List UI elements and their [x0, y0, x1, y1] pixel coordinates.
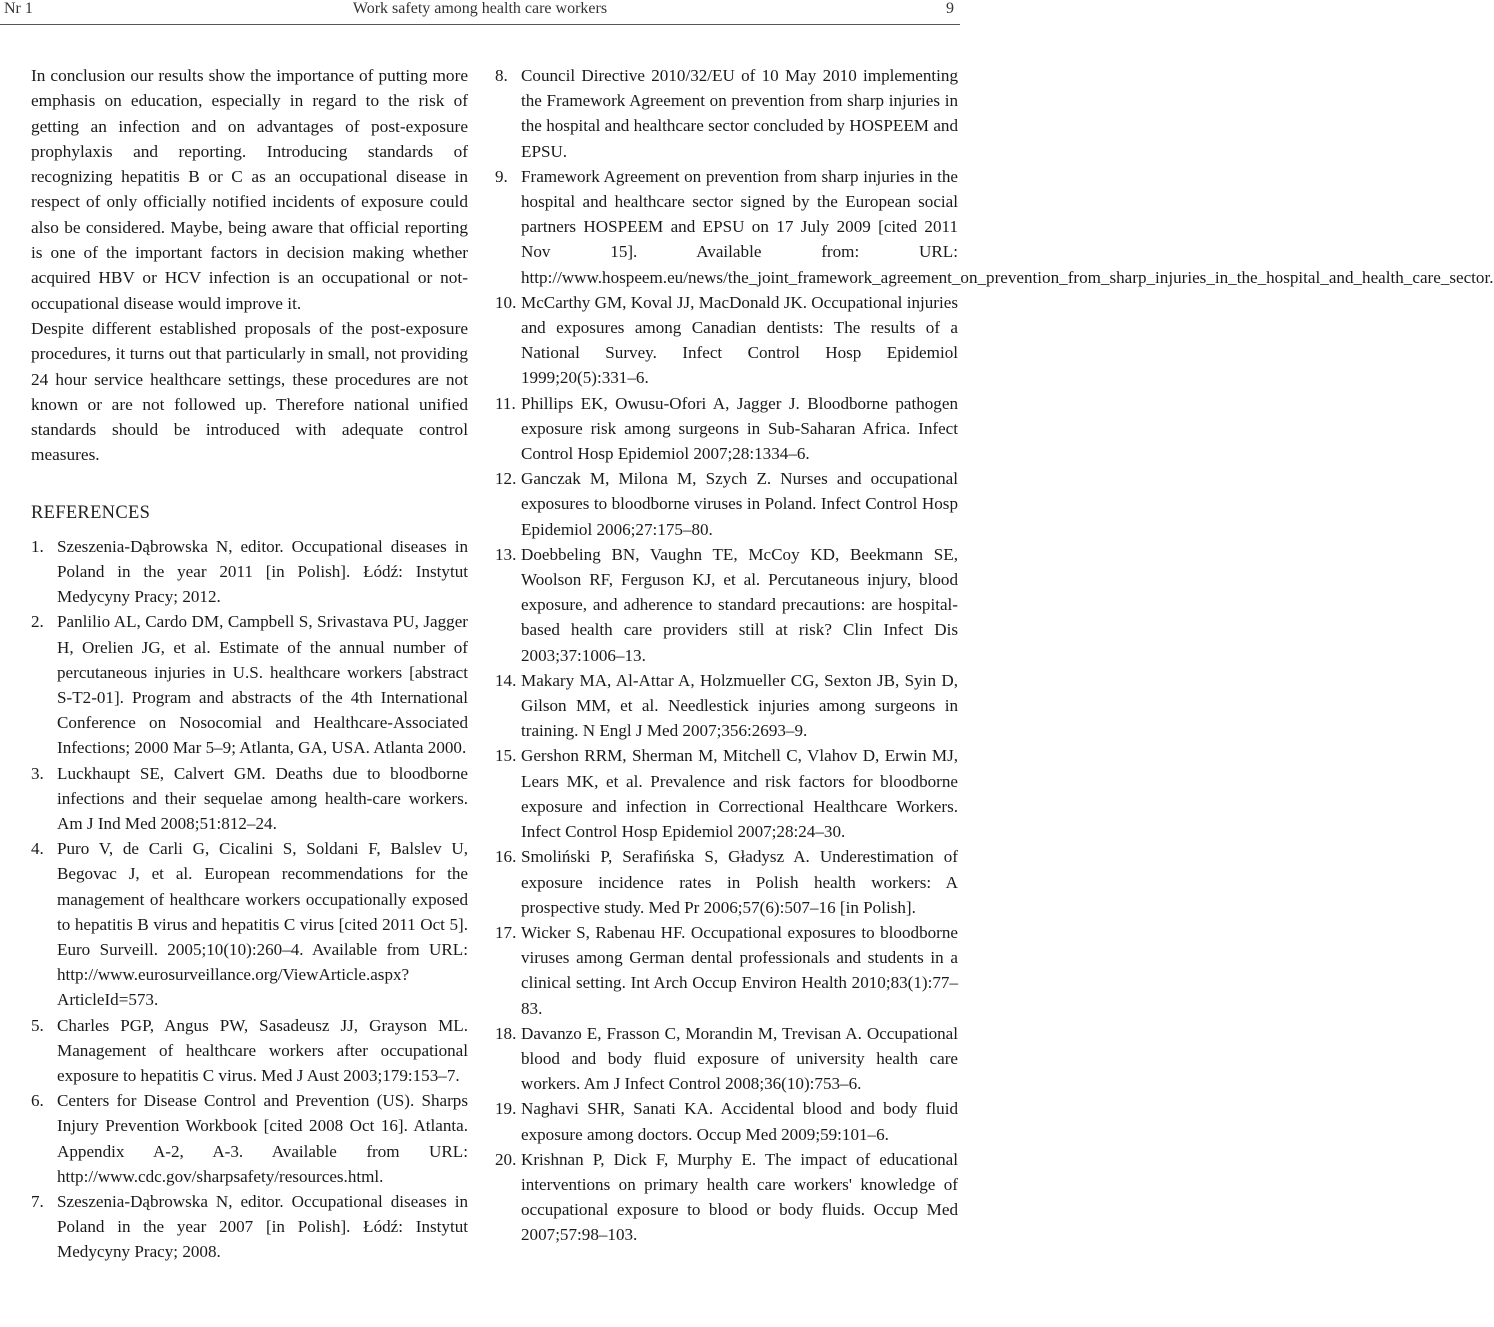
- reference-item: [495, 1096, 958, 1146]
- reference-number: 4.: [31, 839, 44, 859]
- reference-number: 14.: [495, 670, 517, 690]
- reference-number: 13.: [495, 544, 517, 564]
- reference-number: 1.: [31, 536, 44, 556]
- issue-number: Nr 1: [4, 0, 33, 17]
- reference-number: 17.: [495, 922, 517, 942]
- reference-text: Szeszenia-Dąbrowska N, editor. Occupational diseases in Poland in the year 2007 [in Polish]. Łódź: Instytut Medycyny Pracy; 2008.: [57, 1192, 468, 1262]
- reference-text: Wicker S, Rabenau HF. Occupational exposures to bloodborne viruses among German dental professionals and students in a clinical setting. Int Arch Occup Environ Health 2010;83(1):77–83.: [521, 922, 958, 1018]
- reference-list-left: [31, 534, 468, 1265]
- reference-item: [31, 836, 468, 1012]
- reference-text: Charles PGP, Angus PW, Sasadeusz JJ, Grayson ML. Management of healthcare workers after occupational exposure to hepatitis C virus. Med J Aust 2003;179:153–7.: [57, 1015, 468, 1086]
- reference-text: Davanzo E, Frasson C, Morandin M, Trevisan A. Occupational blood and body fluid exposure of university health care workers. Am J Infect Control 2008;36(10):753–6.: [521, 1023, 958, 1094]
- reference-number: 16.: [495, 847, 517, 867]
- reference-item: [31, 1013, 468, 1089]
- header-rule: [0, 24, 960, 25]
- reference-text: Gershon RRM, Sherman M, Mitchell C, Vlahov D, Erwin MJ, Lears MK, et al. Prevalence and risk factors for bloodborne exposure and infection in Correctional Healthcare Workers. Infect Control Hosp Epidemiol 2007;28:24–30.: [521, 746, 958, 842]
- reference-item: [495, 542, 958, 668]
- reference-text: Naghavi SHR, Sanati KA. Accidental blood and body fluid exposure among doctors. Occup Med 2009;59:101–6.: [521, 1099, 958, 1144]
- reference-item: [31, 1088, 468, 1189]
- reference-text: Smoliński P, Serafińska S, Gładysz A. Underestimation of exposure incidence rates in Polish health workers: A prospective study. Med Pr 2006;57(6):507–16 [in Polish].: [521, 847, 958, 917]
- reference-item: [495, 164, 1494, 290]
- reference-item: [495, 668, 958, 744]
- reference-number: 20.: [495, 1149, 517, 1169]
- reference-text: Makary MA, Al-Attar A, Holzmueller CG, Sexton JB, Syin D, Gilson MM, et al. Needlestick injuries among surgeons in training. N Engl J Med 2007;356:2693–9.: [521, 670, 958, 741]
- right-column: [495, 63, 1494, 1248]
- reference-number: 9.: [495, 166, 508, 186]
- conclusion-paragraph-1: In conclusion our results show the importance of putting more emphasis on education, especially in regard to the risk of getting an infection and on advantages of post-exposure prophylaxis and reporting. Introducing standards of recognizing hepatitis B or C as an occupational disease in respect of only officially notified incidents of exposure could also be considered. Maybe, being aware that official reporting is one of the important factors in decision making whether acquired HBV or HCV infection is an occupational or not-occupational disease would improve it.: [31, 66, 468, 313]
- reference-number: 19.: [495, 1099, 517, 1119]
- reference-item: [495, 1021, 958, 1097]
- reference-item: [31, 609, 468, 760]
- reference-number: 10.: [495, 292, 517, 312]
- reference-text: Doebbeling BN, Vaughn TE, McCoy KD, Beekmann SE, Woolson RF, Ferguson KJ, et al. Percutaneous injury, blood exposure, and adherence to standard precautions: are hospital-based health care providers still at risk? Clin Infect Dis 2003;37:1006–13.: [521, 544, 958, 665]
- reference-text: Panlilio AL, Cardo DM, Campbell S, Srivastava PU, Jagger H, Orelien JG, et al. Estimate of the annual number of percutaneous injuries in U.S. healthcare workers [abstract S-T2-01]. Program and abstracts of the 4th International Conference on Nosocomial and Healthcare-Associated Infections; 2000 Mar 5–9; Atlanta, GA, USA. Atlanta 2000.: [57, 612, 468, 758]
- reference-number: 15.: [495, 746, 517, 766]
- reference-item: [495, 63, 958, 164]
- reference-number: 12.: [495, 469, 517, 489]
- reference-number: 8.: [495, 66, 508, 85]
- reference-item: [495, 844, 958, 920]
- reference-number: 5.: [31, 1015, 44, 1035]
- reference-text: Phillips EK, Owusu-Ofori A, Jagger J. Bloodborne pathogen exposure risk among surgeons in Sub-Saharan Africa. Infect Control Hosp Epidemiol 2007;28:1334–6.: [521, 393, 958, 464]
- reference-number: 3.: [31, 763, 44, 783]
- references-heading: REFERENCES: [31, 502, 151, 523]
- reference-item: [31, 1189, 468, 1265]
- reference-text: Council Directive 2010/32/EU of 10 May 2010 implementing the Framework Agreement on prevention from sharp injuries in the hospital and healthcare sector concluded by HOSPEEM and EPSU.: [521, 66, 958, 161]
- reference-item: [495, 391, 958, 467]
- reference-item: [495, 466, 958, 542]
- reference-item: [31, 534, 468, 610]
- reference-number: 6.: [31, 1091, 44, 1111]
- reference-item: [495, 920, 958, 1021]
- reference-number: 18.: [495, 1023, 517, 1043]
- left-column: [31, 63, 468, 1265]
- running-title: Work safety among health care workers: [352, 0, 608, 17]
- reference-text: Luckhaupt SE, Calvert GM. Deaths due to bloodborne infections and their sequelae among health-care workers. Am J Ind Med 2008;51:812–24.: [57, 763, 468, 833]
- reference-number: 7.: [31, 1192, 44, 1212]
- reference-number: 2.: [31, 612, 44, 632]
- reference-text: Framework Agreement on prevention from sharp injuries in the hospital and healthcare sector signed by the European social partners HOSPEEM and EPSU on 17 July 2009 [cited 2011 Nov 15]. Available from: URL: http://www.hospeem.eu/news/the_joint_framework_agreement_on_prevention_from_sharp_injuries_in_the_hospital_and_health_care_sector.: [521, 166, 1494, 287]
- reference-text: McCarthy GM, Koval JJ, MacDonald JK. Occupational injuries and exposures among Canadian dentists: The results of a National Survey. Infect Control Hosp Epidemiol 1999;20(5):331–6.: [521, 292, 958, 388]
- reference-item: [495, 1147, 958, 1248]
- reference-item: [495, 290, 958, 391]
- reference-item: [495, 743, 958, 844]
- page-header: [0, 0, 960, 22]
- reference-text: Ganczak M, Milona M, Szych Z. Nurses and occupational exposures to bloodborne viruses in Poland. Infect Control Hosp Epidemiol 2006;27:175–80.: [521, 469, 958, 539]
- reference-text: Puro V, de Carli G, Cicalini S, Soldani F, Balslev U, Begovac J, et al. European recommendations for the management of healthcare workers occupationally exposed to hepatitis B virus and hepatitis C virus [cited 2011 Oct 5]. Euro Surveill. 2005;10(10):260–4. Available from URL: http://www.eurosurveillance.org/ViewArticle.aspx?ArticleId=573.: [57, 839, 468, 1010]
- page-number: 9: [946, 0, 954, 17]
- reference-text: Szeszenia-Dąbrowska N, editor. Occupational diseases in Poland in the year 2011 [in Polish]. Łódź: Instytut Medycyny Pracy; 2012.: [57, 536, 468, 607]
- reference-text: Centers for Disease Control and Prevention (US). Sharps Injury Prevention Workbook [cited 2008 Oct 16]. Atlanta. Appendix A-2, A-3. Available from URL: http://www.cdc.gov/sharpsafety/resources.html.: [57, 1091, 468, 1186]
- reference-item: [31, 761, 468, 837]
- reference-number: 11.: [495, 393, 516, 413]
- conclusion-paragraph-2: Despite different established proposals of the post-exposure procedures, it turns out that particularly in small, not providing 24 hour service healthcare settings, these procedures are not known or are not followed up. Therefore national unified standards should be introduced with adequate control measures.: [31, 318, 468, 465]
- reference-text: Krishnan P, Dick F, Murphy E. The impact of educational interventions on primary health care workers' knowledge of occupational exposure to blood or body fluids. Occup Med 2007;57:98–103.: [521, 1149, 958, 1245]
